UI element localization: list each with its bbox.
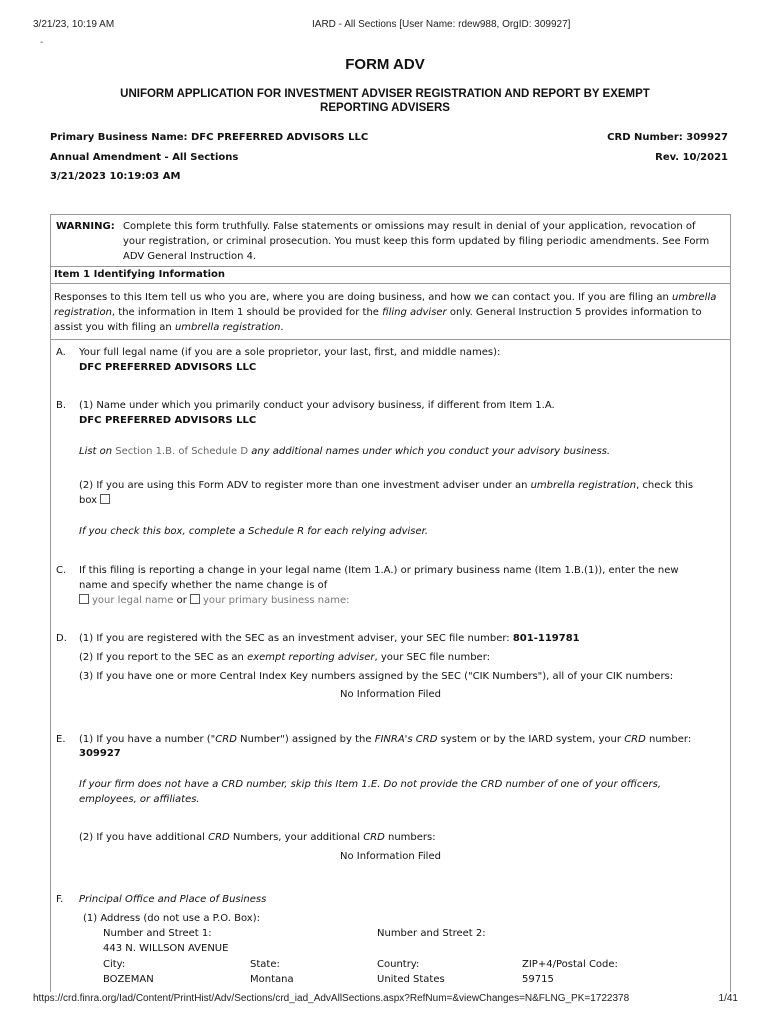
print-url: https://crd.finra.org/Iad/Content/PrintHist/Adv/Sections/crd_iad_AdvAllSections.aspx?RefNum=&viewChanges=N&FLNG_PK=1722378 [33,993,630,1004]
item-a-letter: A. [56,347,66,358]
page-number: 1/41 [718,993,738,1004]
state-value: Montana [250,974,294,985]
item-e-letter: E. [56,734,66,745]
item-e-note-line-1: If your firm does not have a CRD number, skip this Item 1.E. Do not provide the CRD number of one of your officers, [79,779,662,790]
legal-name-checkbox[interactable] [79,594,89,604]
item-a-question: Your full legal name (if you are a sole proprietor, your last, first, and middle names): [79,347,501,358]
print-datetime: 3/21/23, 10:19 AM [33,19,115,30]
item-b-question-1: (1) Name under which you primarily conduct your advisory business, if different from Item 1.A. [79,400,555,411]
item-c-line-1: If this filing is reporting a change in your legal name (Item 1.A.) or primary business name (Item 1.B.(1)), enter the new [79,565,679,576]
sec-file-number: 801-119781 [512,633,580,644]
item-e-note-line-2: employees, or affiliates. [79,794,200,805]
additional-crd-no-info: No Information Filed [340,851,441,862]
item-b-question-2: (2) If you are using this Form ADV to register more than one investment adviser under an umbrella registration, check this [79,480,694,491]
crd-number-value: 309927 [79,748,121,759]
item-d-question-1: (1) If you are registered with the SEC as an investment adviser, your SEC file number: 801-119781 [79,633,580,644]
item-d-question-2: (2) If you report to the SEC as an exempt reporting adviser, your SEC file number: [79,652,491,663]
city-label: City: [103,959,126,970]
street2-label: Number and Street 2: [377,928,486,939]
item-e-question-1: (1) If you have a number ("CRD Number") assigned by the FINRA's CRD system or by the IARD system, your CRD number: [79,734,692,745]
form-subtitle-line2: REPORTING ADVISERS [320,102,450,114]
print-title: IARD - All Sections [User Name: rdew988, OrgID: 309927] [312,19,571,30]
print-dash: - [40,37,44,48]
item1-heading: Item 1 Identifying Information [54,269,226,280]
warning-line-3: ADV General Instruction 4. [123,251,257,262]
street1-value: 443 N. WILLSON AVENUE [103,943,229,954]
item-e-question-2: (2) If you have additional CRD Numbers, your additional CRD numbers: [79,832,436,843]
form-subtitle-line1: UNIFORM APPLICATION FOR INVESTMENT ADVISER REGISTRATION AND REPORT BY EXEMPT [120,88,650,100]
legal-name-value: DFC PREFERRED ADVISORS LLC [79,362,257,373]
address-question: (1) Address (do not use a P.O. Box): [83,913,260,924]
item-b-relying-note: If you check this box, complete a Schedule R for each relying adviser. [79,526,429,537]
state-label: State: [250,959,280,970]
zip-value: 59715 [522,974,554,985]
cik-no-info: No Information Filed [340,689,441,700]
umbrella-registration-checkbox[interactable] [100,494,110,504]
item-d-letter: D. [56,633,67,644]
item-c-line-2: name and specify whether the name change is of [79,580,328,591]
item-f-heading: Principal Office and Place of Business [79,894,267,905]
item-d-question-3: (3) If you have one or more Central Index Key numbers assigned by the SEC ("CIK Numbers"), all of your CIK numbers: [79,671,674,682]
street1-label: Number and Street 1: [103,928,212,939]
divider [50,339,731,340]
item1-intro-line-2: registration, the information in Item 1 should be provided for the filing adviser only. General Instruction 5 provides information to [54,307,702,318]
divider [50,283,731,284]
crd-number: CRD Number: 309927 [607,132,728,143]
business-name-value: DFC PREFERRED ADVISORS LLC [79,415,257,426]
umbrella-checkbox-row: box [79,493,113,508]
item1-intro-line-1: Responses to this Item tell us who you are, where you are doing business, and how we can contact you. If you are filing an umbrella [54,292,717,303]
item1-intro-line-3: assist you with filing an umbrella registration. [54,322,284,333]
filing-timestamp: 3/21/2023 10:19:03 AM [50,171,181,182]
country-value: United States [377,974,445,985]
business-name-checkbox[interactable] [190,594,200,604]
item-b-list-note: List on Section 1.B. of Schedule D any additional names under which you conduct your advisory business. [79,446,611,457]
city-value: BOZEMAN [103,974,154,985]
name-change-options: your legal name or your primary business name: [79,593,349,608]
warning-line-1: Complete this form truthfully. False statements or omissions may result in denial of your application, revocation of [123,221,696,232]
item-c-letter: C. [56,565,67,576]
primary-business-name: Primary Business Name: DFC PREFERRED ADVISORS LLC [50,132,369,143]
item-b-letter: B. [56,400,67,411]
warning-label: WARNING: [56,221,115,232]
form-title: FORM ADV [345,56,425,73]
amendment-type: Annual Amendment - All Sections [50,152,239,163]
warning-line-2: your registration, or criminal prosecution. You must keep this form updated by filing periodic amendments. See Form [123,236,710,247]
schedule-d-link[interactable]: Section 1.B. of Schedule D [115,446,249,457]
item-f-letter: F. [56,894,64,905]
form-revision: Rev. 10/2021 [655,152,728,163]
country-label: Country: [377,959,420,970]
zip-label: ZIP+4/Postal Code: [522,959,618,970]
